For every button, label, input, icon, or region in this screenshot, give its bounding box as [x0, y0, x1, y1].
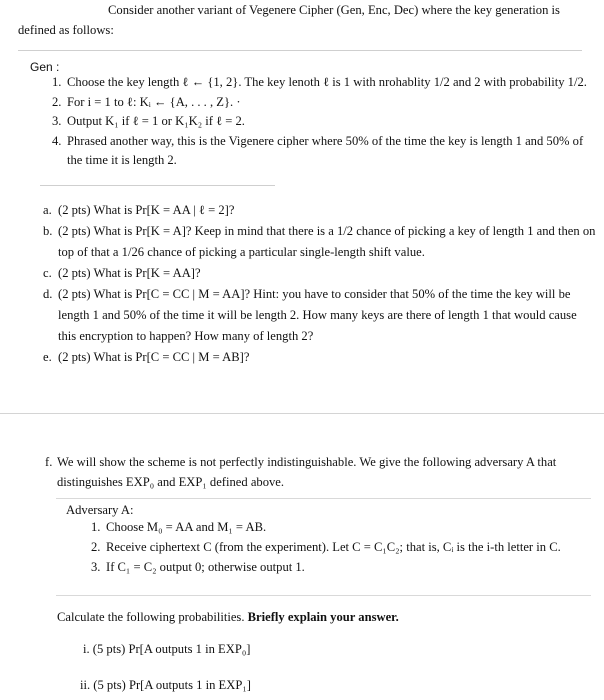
- question-b: [43, 221, 597, 263]
- question-label: c.: [43, 266, 52, 280]
- step-number: 3.: [91, 560, 101, 574]
- adversary-steps: [91, 517, 586, 577]
- gen-step: [52, 93, 597, 113]
- step-number: 4.: [52, 133, 62, 148]
- question-f: [45, 452, 602, 492]
- page-divider: [0, 413, 604, 414]
- adversary-step: [91, 537, 586, 557]
- step-text: For i = 1 to ℓ: Kᵢ ← {A, . . . , Z}. ·: [67, 94, 241, 109]
- question-label: e.: [43, 350, 52, 364]
- step-text: Choose M₀ = AA and M₁ = AB.: [106, 520, 267, 534]
- gen-step: [52, 112, 597, 132]
- question-label: b.: [43, 224, 53, 238]
- question-text: (2 pts) What is Pr[K = AA | ℓ = 2]?: [58, 203, 235, 217]
- step-text: Phrased another way, this is the Vigenere cipher where 50% of the time the key is length 1 and 50% of the time it is length 2.: [67, 133, 584, 168]
- subquestion-ii: ii. (5 pts) Pr[A outputs 1 in EXP₁]: [80, 678, 251, 692]
- question-text: (2 pts) What is Pr[C = CC | M = AB]?: [58, 350, 250, 364]
- gen-step: [52, 132, 597, 171]
- step-number: 2.: [52, 94, 62, 109]
- step-number: 1.: [91, 520, 101, 534]
- step-number: 3.: [52, 114, 62, 129]
- question-label: a.: [43, 203, 52, 217]
- adversary-step: [91, 557, 586, 577]
- step-text: If C₁ = C₂ output 0; otherwise output 1.: [106, 560, 305, 574]
- question-d: [43, 284, 597, 347]
- question-label: d.: [43, 287, 53, 301]
- gen-steps-list: [52, 73, 597, 171]
- adversary-step: [91, 517, 586, 537]
- adversary-title: Adversary A:: [66, 503, 134, 517]
- calculate-text: Calculate the following probabilities.: [57, 610, 248, 624]
- question-c: [43, 263, 597, 284]
- calculate-instruction: [57, 608, 399, 628]
- intro-line-2: defined as follows:: [18, 23, 114, 37]
- question-a: [43, 200, 597, 221]
- question-text: (2 pts) What is Pr[K = AA]?: [58, 266, 201, 280]
- step-number: 2.: [91, 540, 101, 554]
- adversary-box: [56, 498, 591, 596]
- step-text: Output K₁ if ℓ = 1 or K₁K₂ if ℓ = 2.: [67, 114, 245, 129]
- gen-step: [52, 73, 597, 93]
- intro-line-1: Consider another variant of Vegenere Cipher (Gen, Enc, Dec) where the key generation is: [108, 3, 560, 17]
- questions-list: [43, 200, 597, 368]
- step-text: Choose the key length ℓ ← {1, 2}. The key lenoth ℓ is 1 with nrohablity 1/2 and 2 with probability 1/2.: [67, 75, 587, 89]
- step-number: 1.: [52, 75, 62, 89]
- gen-heading: Gen :: [30, 60, 60, 74]
- question-e: [43, 347, 597, 368]
- calculate-emphasis: Briefly explain your answer.: [247, 610, 399, 624]
- question-label: f.: [45, 455, 53, 469]
- question-text: (2 pts) What is Pr[C = CC | M = AA]? Hint: you have to consider that 50% of the time the key will be length 1 and 50% of the time it will be length 2. How many keys are there of length 1 that would cause this encryption to happen? How many of length 2?: [58, 287, 577, 343]
- gen-divider: [40, 185, 275, 186]
- section-divider: [18, 50, 582, 51]
- question-text: (2 pts) What is Pr[K = A]? Keep in mind that there is a 1/2 chance of picking a key of length 1 and then on top of that a 1/26 chance of picking a particular single-length shift value.: [58, 224, 596, 259]
- step-text: Receive ciphertext C (from the experiment). Let C = C₁C₂; that is, Cᵢ is the i-th letter in C.: [106, 540, 561, 554]
- question-text: We will show the scheme is not perfectly indistinguishable. We give the following adversary A that distinguishes EXP₀ and EXP₁ defined above.: [57, 455, 557, 489]
- subquestion-i: i. (5 pts) Pr[A outputs 1 in EXP₀]: [83, 642, 251, 656]
